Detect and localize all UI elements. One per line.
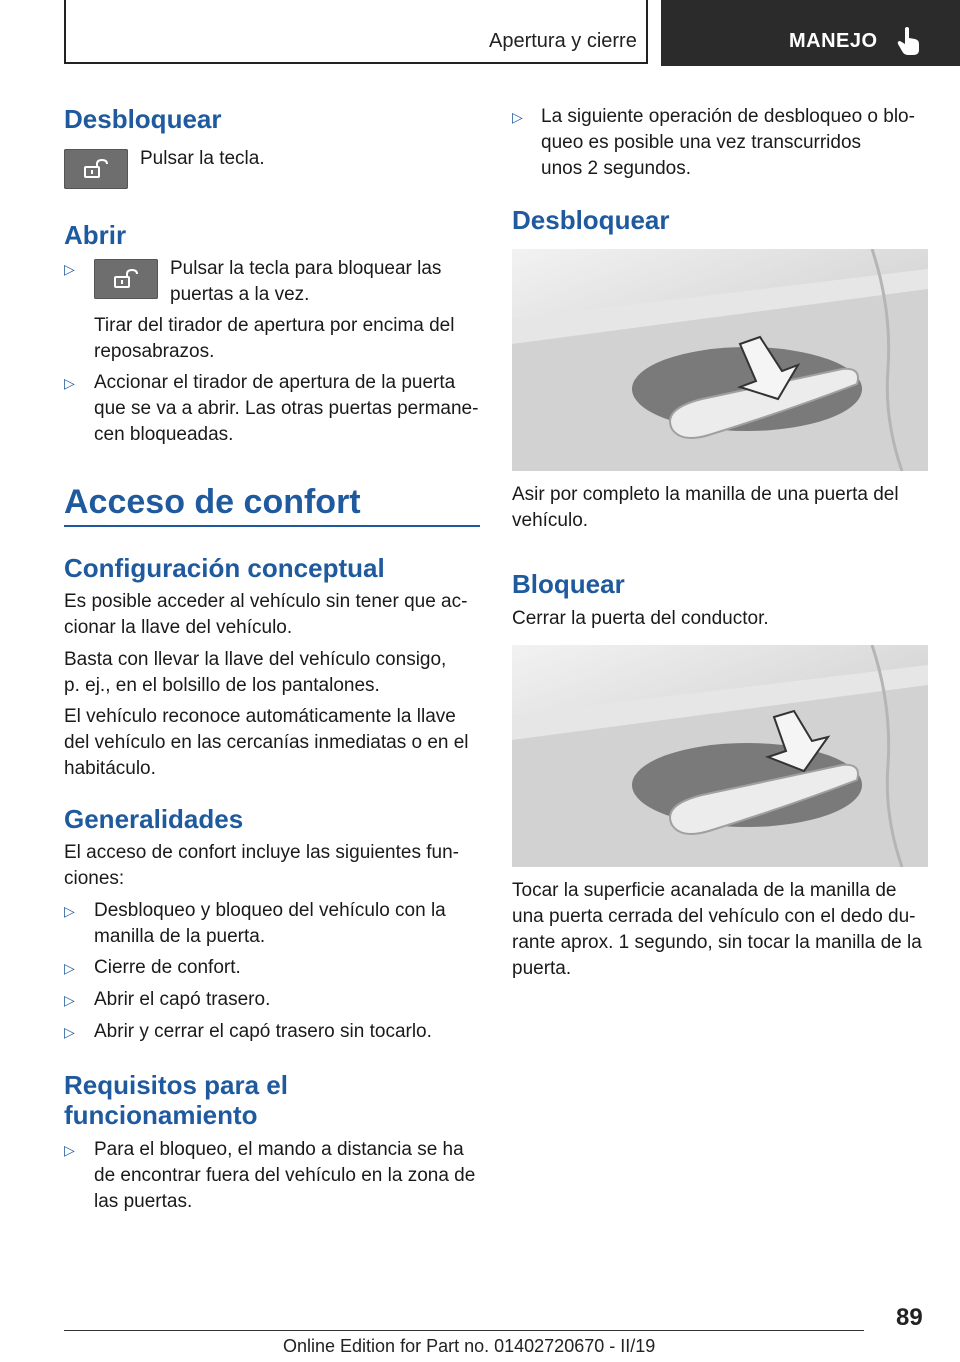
unlock-key-image: [94, 259, 158, 299]
right-top-line: queo es posible una vez transcurridos: [541, 132, 862, 153]
general-item-line: manilla de la puerta.: [94, 926, 266, 947]
hand-pointer-icon: [896, 26, 922, 56]
req-item-line: de encontrar fuera del vehículo en la zona de: [94, 1165, 476, 1186]
heading-acceso-de-confort: Acceso de confort: [64, 483, 361, 521]
door-handle-unlock-photo: [512, 249, 928, 471]
abrir-item-line: reposabrazos.: [94, 341, 215, 362]
bullet-icon: ▷: [64, 992, 75, 1008]
heading-desbloquear-right: Desbloquear: [512, 205, 670, 235]
bloquear-text: Cerrar la puerta del conductor.: [512, 608, 769, 629]
heading-bloquear: Bloquear: [512, 569, 625, 599]
abrir-item-line: Pulsar la tecla para bloquear las: [170, 258, 442, 279]
config-line: Basta con llevar la llave del vehículo consigo,: [64, 649, 447, 670]
config-line: habitáculo.: [64, 758, 156, 779]
heading-abrir: Abrir: [64, 220, 127, 250]
req-item-line: Para el bloqueo, el mando a distancia se ha: [94, 1139, 464, 1160]
abrir-item-line: cen bloqueadas.: [94, 424, 234, 445]
bullet-icon: ▷: [64, 261, 75, 277]
unlock-key-image: [64, 149, 128, 189]
general-item-line: Cierre de confort.: [94, 957, 241, 978]
abrir-item-line: Tirar del tirador de apertura por encima del: [94, 315, 455, 336]
header-tab-manejo[interactable]: [661, 0, 960, 66]
abrir-item-line: puertas a la vez.: [170, 284, 310, 305]
door-handle-lock-photo: [512, 645, 928, 867]
right-top-line: La siguiente operación de desbloqueo o blo‐: [541, 106, 915, 127]
door-handle-illustration: [512, 249, 928, 471]
abrir-item-line: Accionar el tirador de apertura de la puerta: [94, 372, 456, 393]
heading-rule: [64, 525, 480, 527]
heading-requisitos-line2: funcionamiento: [64, 1100, 258, 1130]
bloquear-caption-line: puerta.: [512, 958, 572, 979]
heading-desbloquear: Desbloquear: [64, 104, 222, 134]
heading-configuracion-conceptual: Configuración conceptual: [64, 553, 385, 583]
config-line: El vehículo reconoce automáticamente la llave: [64, 706, 456, 727]
general-line: ciones:: [64, 868, 125, 889]
page-number: 89: [896, 1304, 923, 1331]
req-item-line: las puertas.: [94, 1191, 193, 1212]
general-item-line: Abrir el capó trasero.: [94, 989, 271, 1010]
config-line: del vehículo en las cercanías inmediatas o en el: [64, 732, 469, 753]
header-tab-label: MANEJO: [789, 30, 878, 52]
unlock-icon: [113, 269, 139, 289]
bloquear-caption-line: una puerta cerrada del vehículo con el dedo du‐: [512, 906, 916, 927]
desbloquear-caption-line: vehículo.: [512, 510, 589, 531]
heading-generalidades: Generalidades: [64, 804, 244, 834]
bloquear-caption-line: rante aprox. 1 segundo, sin tocar la manilla de la: [512, 932, 922, 953]
general-item-line: Abrir y cerrar el capó trasero sin tocarlo.: [94, 1021, 432, 1042]
footer-rule: [64, 1330, 864, 1331]
config-line: p. ej., en el bolsillo de los pantalones.: [64, 675, 380, 696]
desbloquear-caption-line: Asir por completo la manilla de una puerta del: [512, 484, 899, 505]
config-line: Es posible acceder al vehículo sin tener que ac‐: [64, 591, 468, 612]
bullet-icon: ▷: [512, 109, 523, 125]
right-top-line: unos 2 segundos.: [541, 158, 692, 179]
general-item-line: Desbloqueo y bloqueo del vehículo con la: [94, 900, 446, 921]
bullet-icon: ▷: [64, 1142, 75, 1158]
footer-edition: Online Edition for Part no. 01402720670 - II/19: [283, 1336, 656, 1356]
heading-requisitos-line1: Requisitos para el: [64, 1070, 288, 1100]
bullet-icon: ▷: [64, 903, 75, 919]
header-section-title: Apertura y cierre: [489, 30, 637, 52]
config-line: cionar la llave del vehículo.: [64, 617, 293, 638]
bullet-icon: ▷: [64, 960, 75, 976]
unlock-icon: [83, 159, 109, 179]
bullet-icon: ▷: [64, 375, 75, 391]
abrir-item-line: que se va a abrir. Las otras puertas permane‐: [94, 398, 479, 419]
desbloquear-text: Pulsar la tecla.: [140, 148, 265, 169]
bullet-icon: ▷: [64, 1024, 75, 1040]
bloquear-caption-line: Tocar la superficie acanalada de la manilla de: [512, 880, 897, 901]
general-line: El acceso de confort incluye las siguientes fun‐: [64, 842, 459, 863]
door-handle-illustration: [512, 645, 928, 867]
